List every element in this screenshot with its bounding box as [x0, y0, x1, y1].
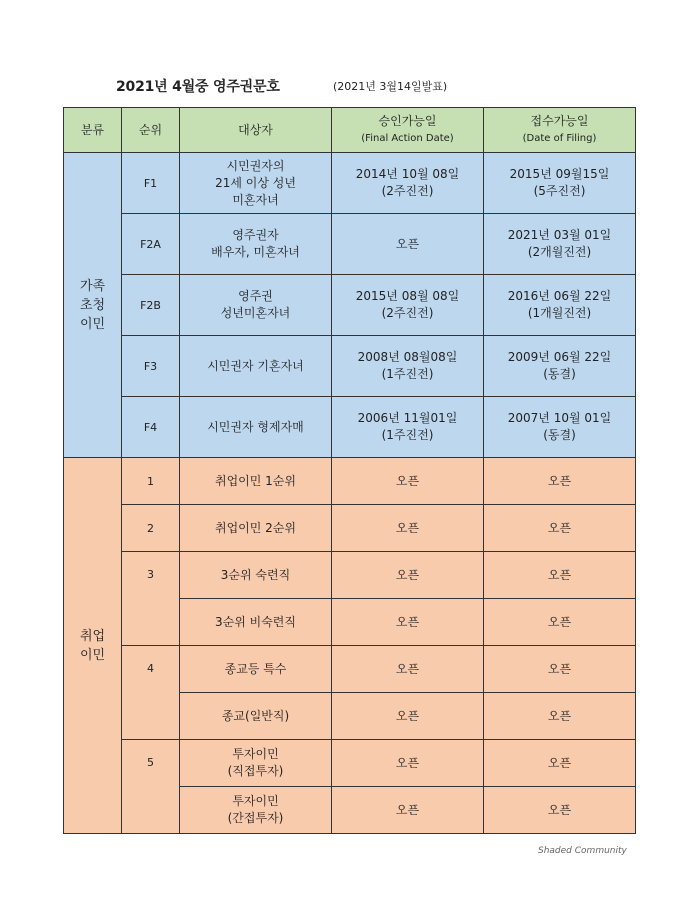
category-label-line: 가족 — [79, 278, 106, 294]
table-row — [64, 740, 636, 787]
filing-cell: 오픈 — [484, 646, 636, 693]
table-row — [64, 552, 636, 599]
priority-cell: F1 — [122, 153, 180, 214]
page-title: 2021년 4월중 영주권문호 — [116, 79, 280, 95]
priority-cell: 2 — [122, 505, 180, 552]
target-line: 시민권자의 — [226, 158, 285, 173]
final-action-cell: 오픈 — [332, 740, 484, 787]
target-cell — [180, 153, 332, 214]
category-family — [64, 153, 122, 458]
target-cell — [180, 552, 332, 599]
target-cell — [180, 214, 332, 275]
table-row — [64, 336, 636, 397]
target-line: 시민권자 기혼자녀 — [207, 358, 304, 373]
table-row — [64, 458, 636, 505]
priority-cell: F3 — [122, 336, 180, 397]
target-cell — [180, 275, 332, 336]
final-action-cell — [332, 336, 484, 397]
filing-cell — [484, 214, 636, 275]
header-final-action-en: (Final Action Date) — [361, 133, 454, 144]
target-cell — [180, 336, 332, 397]
final-action-line: 2014년 10월 08일 — [355, 167, 460, 181]
final-action-line: (1주진전) — [381, 367, 434, 381]
filing-line: (동결) — [543, 367, 576, 381]
category-label-line: 초청 — [79, 297, 106, 313]
filing-cell: 오픈 — [484, 552, 636, 599]
table-row — [64, 505, 636, 552]
final-action-cell: 오픈 — [332, 646, 484, 693]
target-line: 영주권 — [238, 289, 273, 303]
target-line: 영주권자 — [232, 228, 279, 242]
filing-line: 2015년 09월15일 — [509, 167, 610, 181]
target-cell — [180, 458, 332, 505]
target-line: 종교등 특수 — [224, 661, 287, 676]
priority-cell: F4 — [122, 397, 180, 458]
final-action-line: 2006년 11월01일 — [357, 411, 458, 425]
target-line: 미혼자녀 — [232, 192, 279, 207]
filing-line: (1개월진전) — [527, 306, 592, 320]
filing-cell — [484, 336, 636, 397]
priority-cell: 5 — [122, 740, 180, 834]
filing-line: 2007년 10월 01일 — [507, 411, 612, 425]
target-line: 3순위 비숙련직 — [214, 614, 296, 629]
visa-bulletin-table — [63, 107, 636, 834]
table-row — [64, 397, 636, 458]
target-cell — [180, 787, 332, 834]
filing-cell: 오픈 — [484, 693, 636, 740]
category-label-line: 취업 — [79, 628, 106, 644]
category-label-line: 이민 — [79, 647, 106, 663]
final-action-cell — [332, 153, 484, 214]
priority-cell: 4 — [122, 646, 180, 740]
filing-cell: 오픈 — [484, 458, 636, 505]
final-action-line: (1주진전) — [381, 428, 434, 442]
final-action-line: 2015년 08월 08일 — [355, 289, 460, 303]
header-final-action-ko: 승인가능일 — [378, 114, 437, 128]
final-action-cell: 오픈 — [332, 505, 484, 552]
priority-cell: 1 — [122, 458, 180, 505]
final-action-cell: 오픈 — [332, 787, 484, 834]
header-final-action — [332, 108, 484, 153]
filing-cell: 오픈 — [484, 740, 636, 787]
final-action-line: 2008년 08월08일 — [357, 350, 458, 364]
footer-credit: Shaded Community — [538, 846, 627, 856]
target-line: 취업이민 2순위 — [214, 520, 296, 535]
target-line: 성년미혼자녀 — [220, 306, 291, 320]
target-line: 21세 이상 성년 — [215, 175, 296, 190]
filing-line: 2021년 03월 01일 — [507, 228, 612, 242]
table-body — [64, 153, 636, 834]
category-employment — [64, 458, 122, 834]
table-row — [64, 646, 636, 693]
target-cell — [180, 599, 332, 646]
table-row — [64, 275, 636, 336]
header-category: 분류 — [64, 108, 122, 153]
target-line: (직접투자) — [227, 764, 284, 778]
header-target: 대상자 — [180, 108, 332, 153]
filing-cell — [484, 397, 636, 458]
final-action-line: (2주진전) — [381, 184, 434, 198]
announcement-date: (2021년 3월14일발표) — [333, 80, 448, 93]
priority-cell: F2A — [122, 214, 180, 275]
category-label-line: 이민 — [79, 316, 106, 332]
header-priority: 순위 — [122, 108, 180, 153]
filing-line: 2016년 06월 22일 — [507, 289, 612, 303]
target-cell — [180, 740, 332, 787]
filing-cell — [484, 153, 636, 214]
final-action-cell: 오픈 — [332, 458, 484, 505]
final-action-cell: 오픈 — [332, 693, 484, 740]
target-line: 투자이민 — [232, 747, 279, 761]
final-action-cell: 오픈 — [332, 552, 484, 599]
filing-cell: 오픈 — [484, 599, 636, 646]
final-action-cell — [332, 214, 484, 275]
table-row — [64, 214, 636, 275]
header-filing — [484, 108, 636, 153]
final-action-cell — [332, 275, 484, 336]
filing-line: 2009년 06월 22일 — [507, 350, 612, 364]
filing-line: (동결) — [543, 428, 576, 442]
target-cell — [180, 505, 332, 552]
target-cell — [180, 397, 332, 458]
final-action-line: 오픈 — [395, 236, 420, 251]
target-line: 취업이민 1순위 — [214, 473, 296, 488]
filing-line: (5주진전) — [533, 184, 586, 198]
header-filing-en: (Date of Filing) — [522, 133, 597, 144]
target-line: 시민권자 형제자매 — [207, 419, 304, 434]
header-row — [64, 108, 636, 153]
target-line: 투자이민 — [232, 794, 279, 808]
filing-line: (2개월진전) — [527, 245, 592, 259]
target-cell — [180, 693, 332, 740]
header-filing-ko: 접수가능일 — [530, 114, 589, 128]
final-action-cell — [332, 397, 484, 458]
priority-cell: F2B — [122, 275, 180, 336]
target-line: 배우자, 미혼자녀 — [211, 245, 300, 259]
filing-cell: 오픈 — [484, 505, 636, 552]
filing-cell — [484, 275, 636, 336]
final-action-cell: 오픈 — [332, 599, 484, 646]
table-row — [64, 153, 636, 214]
final-action-line: (2주진전) — [381, 306, 434, 320]
target-line: (간접투자) — [227, 811, 284, 825]
priority-cell: 3 — [122, 552, 180, 646]
target-line: 3순위 숙련직 — [220, 567, 291, 582]
target-line: 종교(일반직) — [221, 708, 290, 723]
target-cell — [180, 646, 332, 693]
filing-cell: 오픈 — [484, 787, 636, 834]
